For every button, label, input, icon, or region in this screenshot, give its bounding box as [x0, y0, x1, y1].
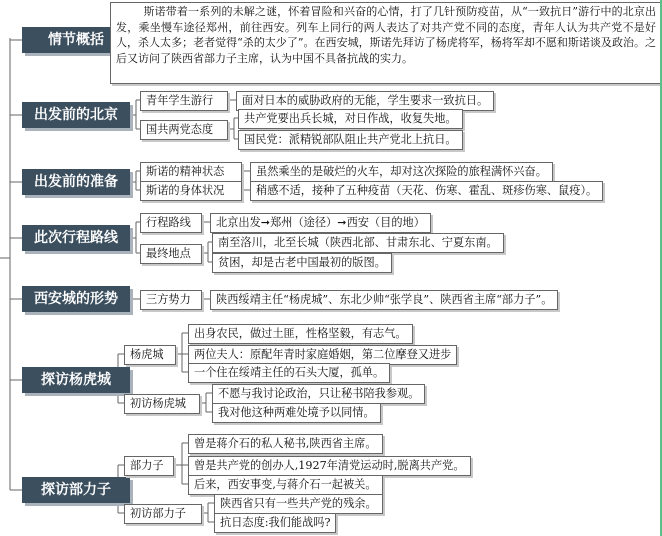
- spirit-state-label: 斯诺的精神状态: [140, 162, 242, 182]
- category-visit-yang: 探访杨虎城: [22, 367, 130, 393]
- shao-text-1: 曾是蒋介石的私人秘书,陕西省主席。: [188, 434, 383, 454]
- three-powers-label: 三方势力: [140, 290, 202, 310]
- yang-text-2: 两位夫人：原配年青时家庭婚姻，第二位摩登又进步: [188, 345, 457, 365]
- first-visit-shao-label: 初访部力子: [124, 504, 202, 524]
- spirit-state-text: 虽然乘坐的是破烂的火车，却对这次探险的旅程满怀兴奋。: [250, 162, 553, 182]
- youth-march-label: 青年学生游行: [140, 91, 228, 111]
- category-xian-situation: 西安城的形势: [22, 286, 130, 312]
- yang-text-4: 不愿与我讨论政治，只让秘书陪我参观。: [212, 384, 425, 404]
- final-location-label: 最终地点: [140, 244, 202, 264]
- final-location-text-1: 南至洛川，北至长城（陕西北部、甘肃东北、宁夏东南。: [212, 233, 504, 253]
- category-visit-shao: 探访部力子: [22, 477, 130, 503]
- route-text: 北京出发➞郑州（途径）➞西安（目的地）: [210, 213, 431, 233]
- category-plot-summary: 情节概括: [22, 27, 130, 53]
- cp-attitude-text: 共产党要出兵长城，对日作战，收复失地。: [238, 109, 463, 129]
- shao-text-4: 陕西省只有一些共产党的残余。: [214, 494, 383, 514]
- three-powers-text: 陕西绥靖主任“杨虎城”、东北少帅“张学良”、陕西省主席“部力子”。: [210, 290, 558, 310]
- first-visit-yang-label: 初访杨虎城: [124, 394, 200, 414]
- final-location-text-2: 贫困，却是古老中国最初的版图。: [212, 253, 392, 273]
- yang-text-3: 一个住在绥靖主任的石头大厦，孤单。: [188, 363, 390, 383]
- party-attitude-label: 国共两党态度: [140, 120, 228, 140]
- body-state-label: 斯诺的身体状况: [140, 181, 242, 201]
- shao-text-5: 抗日态度:我们能战吗?: [214, 513, 336, 533]
- body-state-text: 稍感不适，接种了五种疫苗（天花、伤寒、霍乱、斑疹伤寒、鼠疫）。: [250, 181, 603, 201]
- yang-label: 杨虎城: [124, 345, 176, 365]
- gmd-attitude-text: 国民党：派精锐部队阻止共产党北上抗日。: [238, 130, 463, 150]
- shao-label: 部力子: [124, 456, 174, 476]
- yang-text-5: 我对他这种两难处境予以同情。: [212, 403, 381, 423]
- shao-text-3: 后来，西安事变,与蒋介石一起被关。: [188, 475, 383, 495]
- plot-summary-text: 斯诺带着一系列的未解之谜，怀着冒险和兴奋的心情，打了几针预防疫苗，从“一致抗日”游行中的北京出发，乘坐慢车途径郑州，前往西安。列车上同行的两人表达了对共产党不同的态度，青年人认为共产党不是好人，杀人太多；老者觉得“杀的太少了”。在西安城，斯诺先拜访了杨虎将军，杨将军却不愿和斯诺谈及政治。之后又访问了陕西省部力子主席，认为中国不具备抗战的实力。: [110, 2, 662, 84]
- youth-march-text: 面对日本的威胁政府的无能，学生要求一致抗日。: [236, 91, 494, 111]
- category-route: 此次行程路线: [22, 225, 130, 251]
- category-preparation: 出发前的准备: [22, 169, 130, 195]
- category-beijing: 出发前的北京: [22, 102, 130, 128]
- yang-text-1: 出身农民，做过土匪，性格坚毅，有志气。: [188, 324, 413, 344]
- route-label: 行程路线: [140, 213, 202, 233]
- shao-text-2: 曾是共产党的创办人,1927年清党运动时,脱离共产党。: [188, 456, 471, 476]
